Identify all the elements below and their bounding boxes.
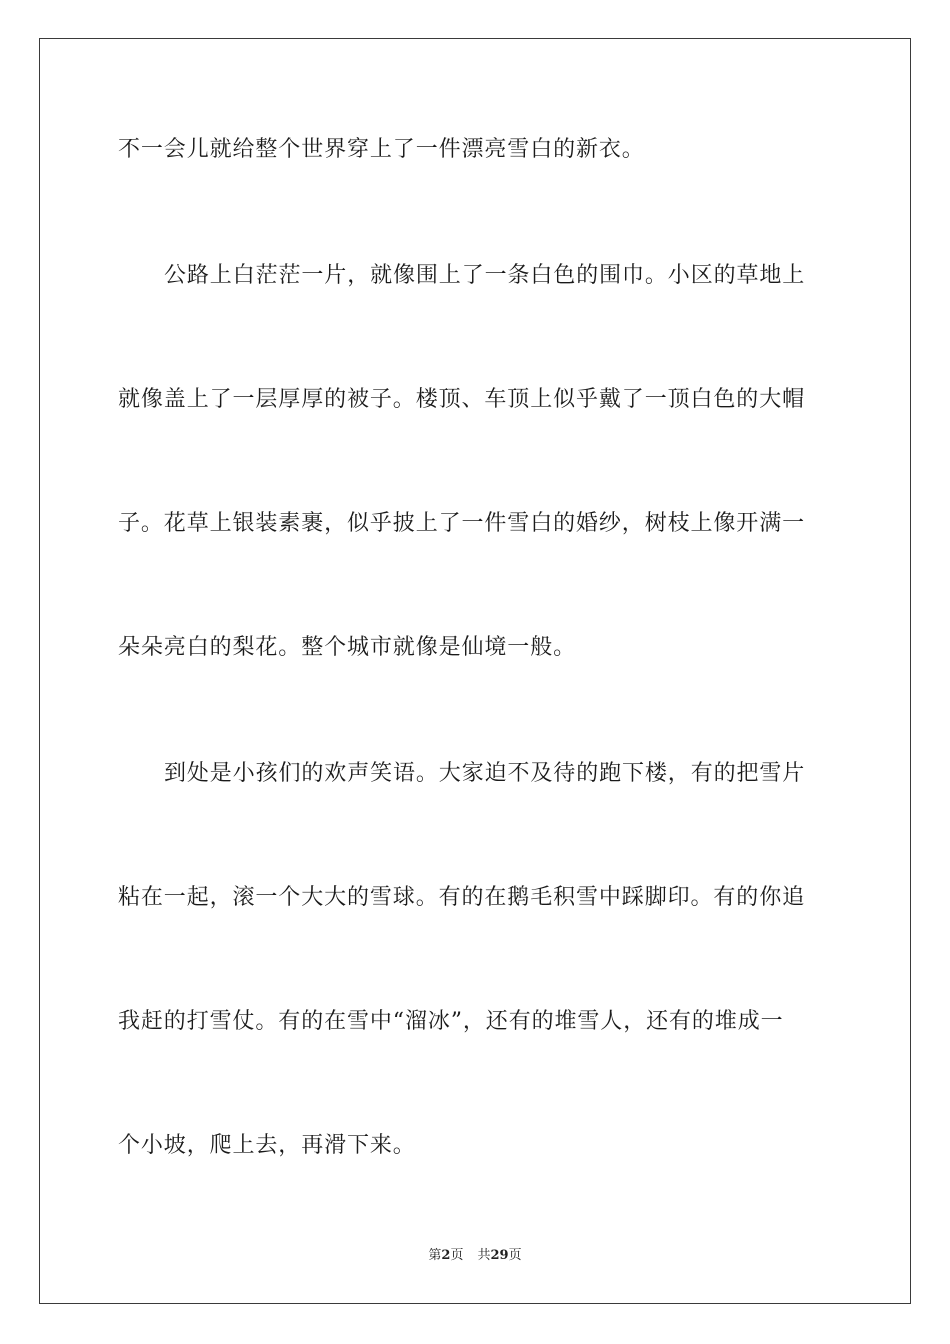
page-suffix: 页 (450, 1248, 464, 1263)
total-prefix: 共 (477, 1248, 491, 1263)
page-footer (0, 1247, 950, 1265)
text-line-1: 不一会儿就给整个世界穿上了一件漂亮雪白的新衣。 (118, 137, 645, 162)
text-line-9: 个小坡，爬上去，再滑下来。 (118, 1133, 416, 1158)
total-suffix: 页 (508, 1248, 522, 1263)
text-line-2: 公路上白茫茫一片，就像围上了一条白色的围巾。小区的草地上 (164, 263, 806, 288)
text-line-3: 就像盖上了一层厚厚的被子。楼顶、车顶上似乎戴了一顶白色的大帽 (118, 387, 806, 412)
page-number: 2 (441, 1248, 451, 1263)
page-border (39, 38, 911, 1304)
text-line-8: 我赶的打雪仗。有的在雪中“溜冰”，还有的堆雪人，还有的堆成一 (118, 1009, 784, 1034)
text-line-7: 粘在一起，滚一个大大的雪球。有的在鹅毛积雪中踩脚印。有的你追 (118, 885, 806, 910)
page-prefix: 第 (428, 1248, 442, 1263)
text-line-6: 到处是小孩们的欢声笑语。大家迫不及待的跑下楼，有的把雪片 (164, 761, 806, 786)
text-line-5: 朵朵亮白的梨花。整个城市就像是仙境一般。 (118, 635, 577, 660)
text-line-4: 子。花草上银装素裹，似乎披上了一件雪白的婚纱，树枝上像开满一 (118, 511, 806, 536)
total-pages: 29 (490, 1248, 509, 1263)
